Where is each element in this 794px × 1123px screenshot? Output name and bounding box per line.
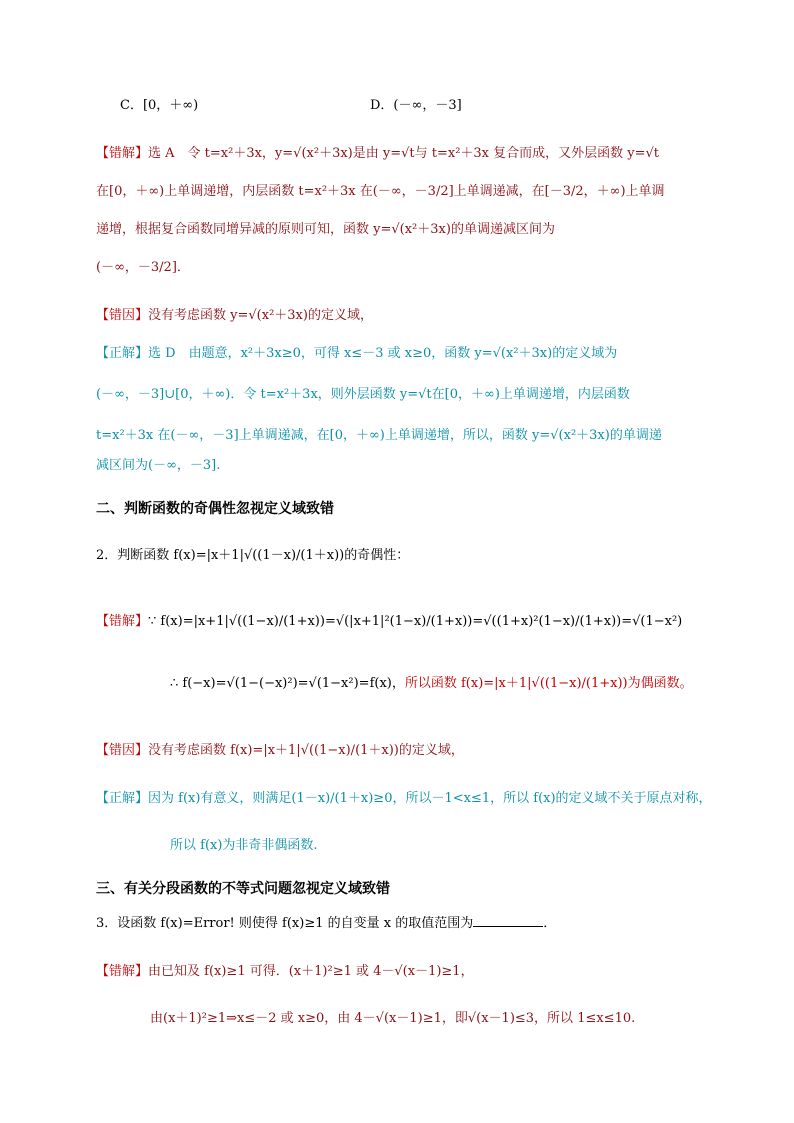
section3-heading: 三、有关分段函数的不等式问题忽视定义域致错 [96,881,390,897]
q1-right-line4: 减区间为(－∞，－3]. [96,458,221,473]
s2-cause-text: 没有考虑函数 f(x)=|x＋1|√((1−x)/(1＋x))的定义域， [148,743,464,758]
right-tag: 【正解】 [96,346,149,361]
s2-right-line2: 所以 f(x)为非奇非偶函数. [170,838,318,853]
answer-blank [473,914,543,927]
s3-wrong-tag: 【错解】 [96,964,149,979]
s2-wrong-line2 [170,674,693,694]
s2-wrong-tag: 【错解】 [96,614,149,629]
q1-cause-line [96,306,373,326]
s2-right-line1 [96,789,712,809]
cause-tag: 【错因】 [96,308,149,323]
s3-wrong-line2: 由(x＋1)²≥1⇒x≤－2 或 x≥0，由 4－√(x－1)≥1，即√(x－1)≤3，所以 1≤x≤10. [150,1011,636,1026]
s3-question-text: 3．设函数 f(x)=Error! 则使得 f(x)≥1 的自变量 x 的取值范围为 [96,916,474,931]
option-c: C．[0，＋∞) [120,98,199,113]
s2-wrong-line1 [96,612,682,632]
s3-question-end: ． [543,916,557,931]
q1-wrong-line3: 递增，根据复合函数同增异减的原则可知，函数 y=√(x²＋3x)的单调递减区间为 [96,222,555,237]
q1-cause-text: 没有考虑函数 y=√(x²＋3x)的定义域， [148,308,373,323]
q1-right-line2: (－∞，－3]∪[0，＋∞)．令 t=x²＋3x，则外层函数 y=√t在[0，＋∞)上单调递增，内层函数 [96,387,630,402]
s2-question: 2．判断函数 f(x)=|x＋1|√((1－x)/(1＋x))的奇偶性： [96,548,410,563]
q1-right-line1 [96,344,617,364]
q1-right-text1: 选 D 由题意，x²＋3x≥0，可得 x≤－3 或 x≥0，函数 y=√(x²＋3x)的定义域为 [148,346,618,361]
s2-right-tag: 【正解】 [96,791,149,806]
s2-cause-line [96,741,464,761]
q1-wrong-line4: (－∞，－3/2]． [96,260,190,275]
s2-wrong-text2a: ∴ f(−x)=√(1−(−x)²)=√(1−x²)=f(x)， [170,676,405,691]
s3-wrong-text1: 由已知及 f(x)≥1 可得．(x＋1)²≥1 或 4－√(x－1)≥1， [148,964,474,979]
option-d: D．(－∞，－3] [370,98,462,113]
s3-wrong-line1 [96,962,474,982]
s2-right-text1: 因为 f(x)有意义，则满足(1－x)/(1＋x)≥0，所以－1<x≤1，所以 f(x)的定义域不关于原点对称， [148,791,712,806]
s2-wrong-text2b: 所以函数 f(x)=|x＋1|√((1−x)/(1+x))为偶函数。 [404,676,693,691]
s2-cause-tag: 【错因】 [96,743,149,758]
section2-heading: 二、判断函数的奇偶性忽视定义域致错 [96,501,334,517]
wrong-tag: 【错解】 [96,146,149,161]
q1-wrong-text1: 选 A 令 t=x²＋3x，y=√(x²＋3x)是由 y=√t与 t=x²＋3x 复合而成，又外层函数 y=√t [148,146,660,161]
q1-wrong-line2: 在[0，＋∞)上单调递增，内层函数 t=x²＋3x 在(－∞，－3/2]上单调递减，在[－3/2，＋∞)上单调 [96,184,665,199]
q1-right-line3: t=x²＋3x 在(－∞，－3]上单调递减，在[0，＋∞)上单调递增，所以，函数 y=√(x²＋3x)的单调递 [96,428,662,443]
s2-wrong-text1: ∵ f(x)=|x+1|√((1−x)/(1+x))=√(|x+1|²(1−x)/(1+x))=√((1+x)²(1−x)/(1+x))=√(1−x²) [148,614,683,629]
q1-wrong-line1 [96,144,659,164]
s3-question [96,914,556,934]
